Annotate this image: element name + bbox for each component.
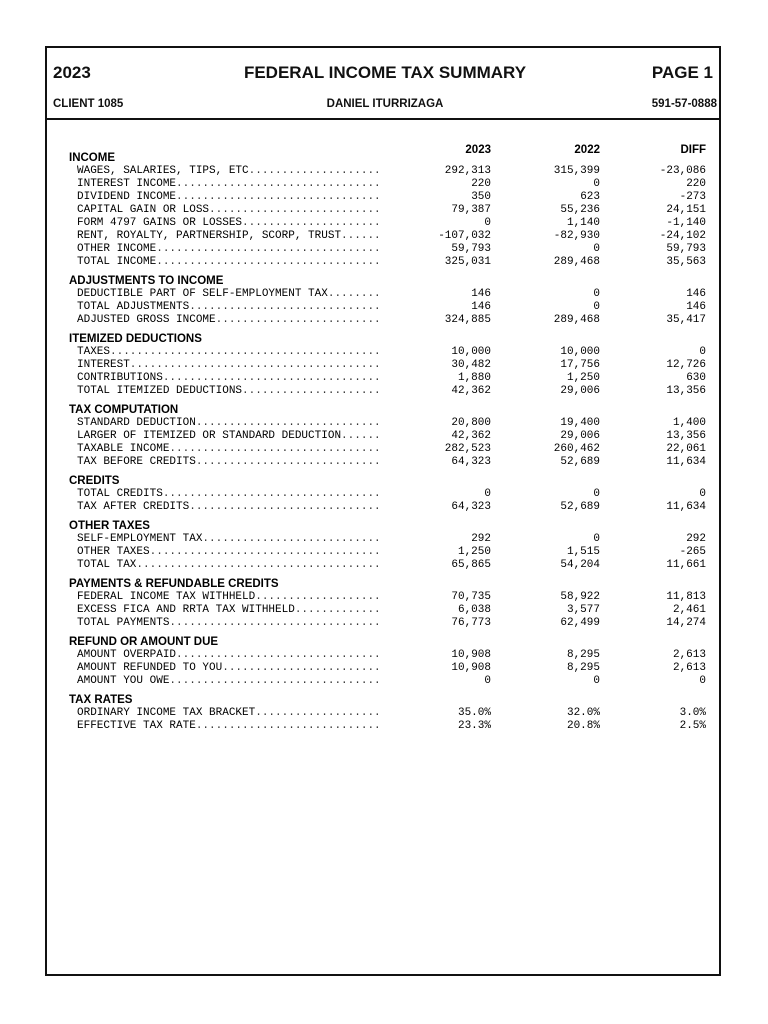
row-label-text: STANDARD DEDUCTION [77, 417, 196, 429]
row-label [77, 456, 379, 469]
value-difference: 35,417 [666, 314, 706, 326]
value-prior-year: 17,756 [560, 359, 600, 371]
value-prior-year: 32.0% [566, 707, 600, 719]
value-difference: 59,793 [666, 243, 706, 255]
row-label [77, 501, 379, 514]
value-difference: 14,274 [666, 617, 706, 629]
row-label-text: TAX BEFORE CREDITS [77, 456, 196, 468]
row-label-text: EXCESS FICA AND RRTA TAX WITHHELD [77, 604, 295, 616]
section [69, 275, 709, 327]
client-name: DANIEL ITURRIZAGA [326, 98, 444, 110]
row-label-text: FORM 4797 GAINS OR LOSSES [77, 217, 243, 229]
table-row [69, 707, 709, 720]
value-prior-year: 55,236 [560, 204, 600, 216]
row-label [77, 217, 379, 230]
column-headers [69, 144, 709, 158]
value-prior-year: 1,250 [566, 372, 600, 384]
row-label-text: TOTAL PAYMENTS [77, 617, 170, 629]
row-label [77, 546, 379, 559]
row-label-text: EFFECTIVE TAX RATE [77, 720, 196, 732]
row-label-text: AMOUNT YOU OWE [77, 675, 170, 687]
value-difference: -273 [679, 191, 706, 203]
value-difference: 35,563 [666, 256, 706, 268]
row-label [77, 430, 379, 443]
row-label-text: TOTAL INCOME [77, 256, 157, 268]
row-label-text: TOTAL ITEMIZED DEDUCTIONS [77, 385, 243, 397]
value-prior-year: 62,499 [560, 617, 600, 629]
row-label-text: INTEREST INCOME [77, 178, 177, 190]
value-current-year: 64,323 [451, 501, 491, 513]
row-label [77, 488, 379, 501]
value-difference: 630 [686, 372, 706, 384]
table-row [69, 488, 709, 501]
table-row [69, 533, 709, 546]
row-label-text: LARGER OF ITEMIZED OR STANDARD DEDUCTION [77, 430, 342, 442]
value-difference: 0 [699, 488, 706, 500]
page-number: PAGE 1 [651, 63, 713, 82]
row-label-text: TAXES [77, 346, 111, 358]
value-prior-year: 58,922 [560, 591, 600, 603]
value-current-year: 220 [471, 178, 491, 190]
column-header-current: 2023 [465, 144, 491, 156]
value-difference: 13,356 [666, 430, 706, 442]
row-label-text: TOTAL TAX [77, 559, 137, 571]
column-header-diff: DIFF [680, 144, 706, 156]
section-title: ADJUSTMENTS TO INCOME [69, 275, 224, 287]
value-difference: 0 [699, 675, 706, 687]
table-row [69, 501, 709, 514]
row-label [77, 662, 379, 675]
section-title: ITEMIZED DEDUCTIONS [69, 333, 202, 345]
table-row [69, 243, 709, 256]
value-prior-year: 289,468 [553, 256, 600, 268]
row-label-text: INTEREST [77, 359, 130, 371]
row-label [77, 385, 379, 398]
value-current-year: 65,865 [451, 559, 491, 571]
row-label-text: ORDINARY INCOME TAX BRACKET [77, 707, 256, 719]
table-row [69, 372, 709, 385]
table-row [69, 649, 709, 662]
value-prior-year: 3,577 [566, 604, 600, 616]
table-row [69, 288, 709, 301]
row-label [77, 604, 379, 617]
tax-year: 2023 [53, 63, 91, 82]
row-label [77, 243, 379, 256]
value-current-year: 70,735 [451, 591, 491, 603]
value-prior-year: 52,689 [560, 456, 600, 468]
row-label-text: OTHER INCOME [77, 243, 157, 255]
row-label [77, 372, 379, 385]
table-row [69, 604, 709, 617]
section-title: TAX RATES [69, 694, 133, 706]
row-label [77, 359, 379, 372]
value-prior-year: 29,006 [560, 430, 600, 442]
row-label [77, 559, 379, 572]
row-label [77, 204, 379, 217]
value-current-year: 35.0% [457, 707, 491, 719]
section-title: TAX COMPUTATION [69, 404, 179, 416]
value-current-year: 350 [471, 191, 491, 203]
value-current-year: 6,038 [457, 604, 491, 616]
row-label [77, 533, 379, 546]
value-current-year: 30,482 [451, 359, 491, 371]
value-difference: 2.5% [679, 720, 706, 732]
row-label-text: TOTAL CREDITS [77, 488, 163, 500]
value-difference: -23,086 [659, 165, 706, 177]
value-prior-year: 289,468 [553, 314, 600, 326]
value-current-year: 76,773 [451, 617, 491, 629]
value-current-year: 1,250 [457, 546, 491, 558]
value-difference: 2,613 [672, 662, 706, 674]
value-difference: 146 [686, 301, 706, 313]
value-prior-year: 0 [593, 533, 600, 545]
value-prior-year: 0 [593, 243, 600, 255]
client-number: CLIENT 1085 [53, 98, 124, 110]
value-difference: 11,661 [666, 559, 706, 571]
value-prior-year: 8,295 [566, 662, 600, 674]
row-label-text: AMOUNT OVERPAID [77, 649, 177, 661]
summary-table [69, 144, 709, 733]
table-row [69, 559, 709, 572]
value-prior-year: 0 [593, 301, 600, 313]
value-current-year: 79,387 [451, 204, 491, 216]
table-row [69, 359, 709, 372]
table-row [69, 720, 709, 733]
row-label [77, 178, 379, 191]
row-label-text: CAPITAL GAIN OR LOSS [77, 204, 210, 216]
value-prior-year: 54,204 [560, 559, 600, 571]
value-current-year: 64,323 [451, 456, 491, 468]
table-row [69, 675, 709, 688]
row-label-text: CONTRIBUTIONS [77, 372, 163, 384]
section [69, 404, 709, 469]
row-label [77, 230, 379, 243]
table-row [69, 178, 709, 191]
row-label [77, 301, 379, 314]
section [69, 636, 709, 688]
section-title: REFUND OR AMOUNT DUE [69, 636, 219, 648]
value-current-year: 0 [484, 488, 491, 500]
value-prior-year: 52,689 [560, 501, 600, 513]
value-current-year: 10,908 [451, 649, 491, 661]
value-prior-year: 8,295 [566, 649, 600, 661]
value-current-year: 20,800 [451, 417, 491, 429]
row-label-text: TAX AFTER CREDITS [77, 501, 190, 513]
row-label [77, 649, 379, 662]
table-row [69, 430, 709, 443]
table-row [69, 443, 709, 456]
value-difference: 12,726 [666, 359, 706, 371]
value-prior-year: 0 [593, 288, 600, 300]
value-prior-year: -82,930 [553, 230, 600, 242]
row-label [77, 675, 379, 688]
section [69, 520, 709, 572]
section [69, 333, 709, 398]
value-difference: -1,140 [666, 217, 706, 229]
value-prior-year: 0 [593, 178, 600, 190]
row-label [77, 707, 379, 720]
table-row [69, 546, 709, 559]
value-difference: 1,400 [672, 417, 706, 429]
value-current-year: 292 [471, 533, 491, 545]
value-prior-year: 10,000 [560, 346, 600, 358]
row-label-text: ADJUSTED GROSS INCOME [77, 314, 216, 326]
table-row [69, 617, 709, 630]
value-current-year: 0 [484, 675, 491, 687]
sections-container [69, 152, 709, 733]
table-row [69, 417, 709, 430]
section-title: OTHER TAXES [69, 520, 150, 532]
value-prior-year: 315,399 [553, 165, 600, 177]
value-current-year: 146 [471, 288, 491, 300]
value-current-year: 59,793 [451, 243, 491, 255]
table-row [69, 301, 709, 314]
value-difference: 22,061 [666, 443, 706, 455]
table-row [69, 217, 709, 230]
value-prior-year: 1,515 [566, 546, 600, 558]
row-label [77, 165, 379, 178]
value-current-year: 324,885 [444, 314, 491, 326]
document-frame [45, 46, 721, 976]
table-row [69, 346, 709, 359]
row-label-text: TOTAL ADJUSTMENTS [77, 301, 190, 313]
section-title: INCOME [69, 152, 115, 164]
row-label [77, 191, 379, 204]
row-label [77, 617, 379, 630]
row-label [77, 314, 379, 327]
value-difference: 11,813 [666, 591, 706, 603]
value-difference: 11,634 [666, 456, 706, 468]
value-current-year: 292,313 [444, 165, 491, 177]
row-label-text: DEDUCTIBLE PART OF SELF-EMPLOYMENT TAX [77, 288, 328, 300]
row-label-text: FEDERAL INCOME TAX WITHHELD [77, 591, 256, 603]
column-header-prior: 2022 [574, 144, 600, 156]
value-difference: 2,613 [672, 649, 706, 661]
section-title: PAYMENTS & REFUNDABLE CREDITS [69, 578, 279, 590]
value-current-year: 42,362 [451, 385, 491, 397]
table-row [69, 230, 709, 243]
row-label-text: DIVIDEND INCOME [77, 191, 177, 203]
value-current-year: 282,523 [444, 443, 491, 455]
value-difference: 2,461 [672, 604, 706, 616]
value-current-year: 0 [484, 217, 491, 229]
value-difference: -24,102 [659, 230, 706, 242]
value-current-year: 23.3% [457, 720, 491, 732]
value-prior-year: 0 [593, 488, 600, 500]
value-current-year: 42,362 [451, 430, 491, 442]
value-current-year: 325,031 [444, 256, 491, 268]
value-current-year: 10,908 [451, 662, 491, 674]
value-prior-year: 19,400 [560, 417, 600, 429]
value-prior-year: 29,006 [560, 385, 600, 397]
section [69, 694, 709, 733]
table-row [69, 385, 709, 398]
table-row [69, 591, 709, 604]
row-label [77, 346, 379, 359]
table-row [69, 662, 709, 675]
row-label-text: RENT, ROYALTY, PARTNERSHIP, SCORP, TRUST [77, 230, 342, 242]
value-difference: 3.0% [679, 707, 706, 719]
value-difference: 292 [686, 533, 706, 545]
table-row [69, 456, 709, 469]
value-difference: 24,151 [666, 204, 706, 216]
value-difference: 13,356 [666, 385, 706, 397]
row-label [77, 288, 379, 301]
row-label [77, 720, 379, 733]
value-difference: -265 [679, 546, 706, 558]
table-row [69, 191, 709, 204]
value-difference: 0 [699, 346, 706, 358]
value-current-year: -107,032 [438, 230, 491, 242]
value-current-year: 10,000 [451, 346, 491, 358]
value-current-year: 1,880 [457, 372, 491, 384]
value-prior-year: 623 [580, 191, 600, 203]
document-title: FEDERAL INCOME TAX SUMMARY [243, 63, 527, 82]
row-label-text: WAGES, SALARIES, TIPS, ETC [77, 165, 249, 177]
table-row [69, 314, 709, 327]
value-prior-year: 20.8% [566, 720, 600, 732]
value-difference: 146 [686, 288, 706, 300]
row-label-text: OTHER TAXES [77, 546, 150, 558]
table-row [69, 256, 709, 269]
value-difference: 220 [686, 178, 706, 190]
client-ssn: 591-57-0888 [651, 98, 717, 110]
value-prior-year: 0 [593, 675, 600, 687]
row-label-text: SELF-EMPLOYMENT TAX [77, 533, 203, 545]
value-difference: 11,634 [666, 501, 706, 513]
table-row [69, 165, 709, 178]
row-label [77, 443, 379, 456]
section [69, 475, 709, 514]
row-label-text: TAXABLE INCOME [77, 443, 170, 455]
value-prior-year: 1,140 [566, 217, 600, 229]
value-current-year: 146 [471, 301, 491, 313]
row-label [77, 417, 379, 430]
table-row [69, 204, 709, 217]
section-title: CREDITS [69, 475, 120, 487]
header-divider [47, 118, 719, 120]
row-label [77, 591, 379, 604]
row-label-text: AMOUNT REFUNDED TO YOU [77, 662, 223, 674]
value-prior-year: 260,462 [553, 443, 600, 455]
row-label [77, 256, 379, 269]
section [69, 152, 709, 269]
section [69, 578, 709, 630]
